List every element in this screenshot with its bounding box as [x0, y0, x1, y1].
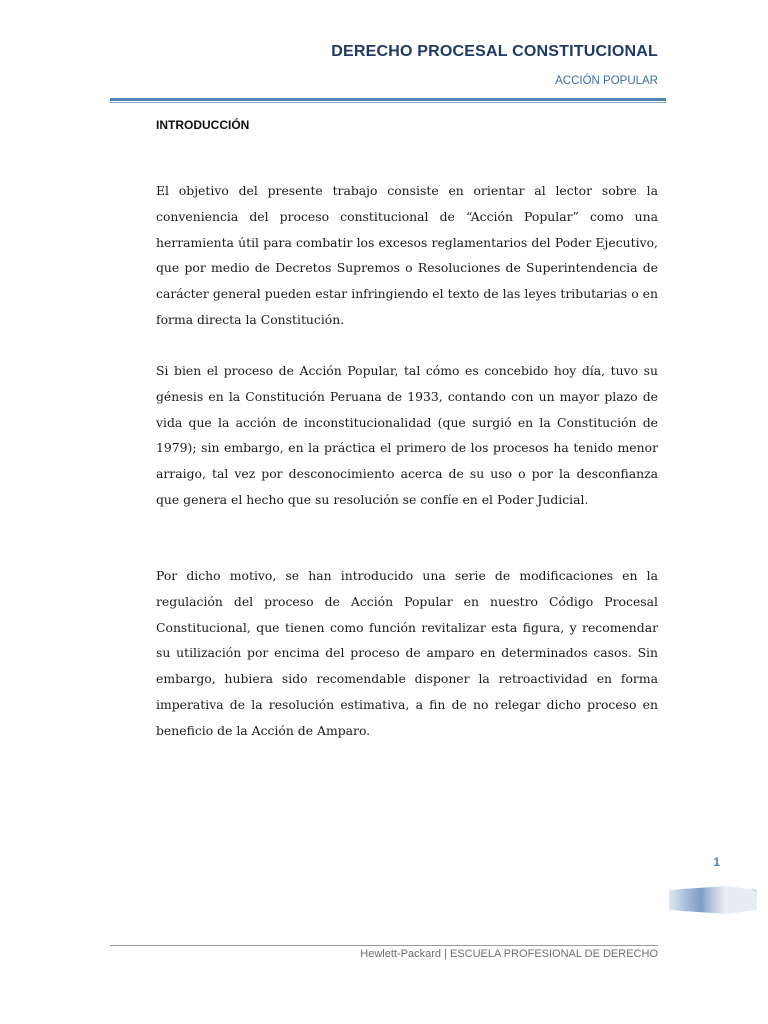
- header-title: DERECHO PROCESAL CONSTITUCIONAL: [331, 43, 658, 60]
- page-number: 1: [713, 855, 720, 869]
- page-tab-decoration: [669, 886, 757, 914]
- header-rule: [110, 98, 666, 104]
- section-heading: INTRODUCCIÓN: [156, 118, 250, 132]
- footer-text: Hewlett-Packard | ESCUELA PROFESIONAL DE DERECHO: [360, 948, 658, 960]
- body-paragraph-2: Si bien el proceso de Acción Popular, tal cómo es concebido hoy día, tuvo su génesis en la Constitución Peruana de 1933, contando con un mayor plazo de vida que la acción de inconstitucionalidad (que surgió en la Constitución de 1979); sin embargo, en la práctica el primero de los procesos ha tenido menor arraigo, tal vez por desconocimiento acerca de su uso o por la desconfianza que genera el hecho que su resolución se confíe en el Poder Judicial.: [156, 363, 658, 507]
- body-paragraph-1: El objetivo del presente trabajo consiste en orientar al lector sobre la conveniencia del proceso constitucional de “Acción Popular” como una herramienta útil para combatir los excesos reglamentarios del Poder Ejecutivo, que por medio de Decretos Supremos o Resoluciones de Superintendencia de carácter general pueden estar infringiendo el texto de las leyes tributarias o en forma directa la Constitución.: [156, 183, 658, 327]
- footer-rule: [110, 945, 658, 946]
- header-rule-thin: [110, 102, 666, 103]
- header-rule-thick: [110, 98, 666, 101]
- header-subtitle: ACCIÓN POPULAR: [555, 75, 658, 87]
- body-paragraph-3: Por dicho motivo, se han introducido una serie de modificaciones en la regulación del proceso de Acción Popular en nuestro Código Procesal Constitucional, que tienen como función revitalizar esta figura, y recomendar su utilización por encima del proceso de amparo en determinados casos. Sin embargo, hubiera sido recomendable disponer la retroactividad en forma imperativa de la resolución estimativa, a fin de no relegar dicho proceso en beneficio de la Acción de Amparo.: [156, 568, 658, 738]
